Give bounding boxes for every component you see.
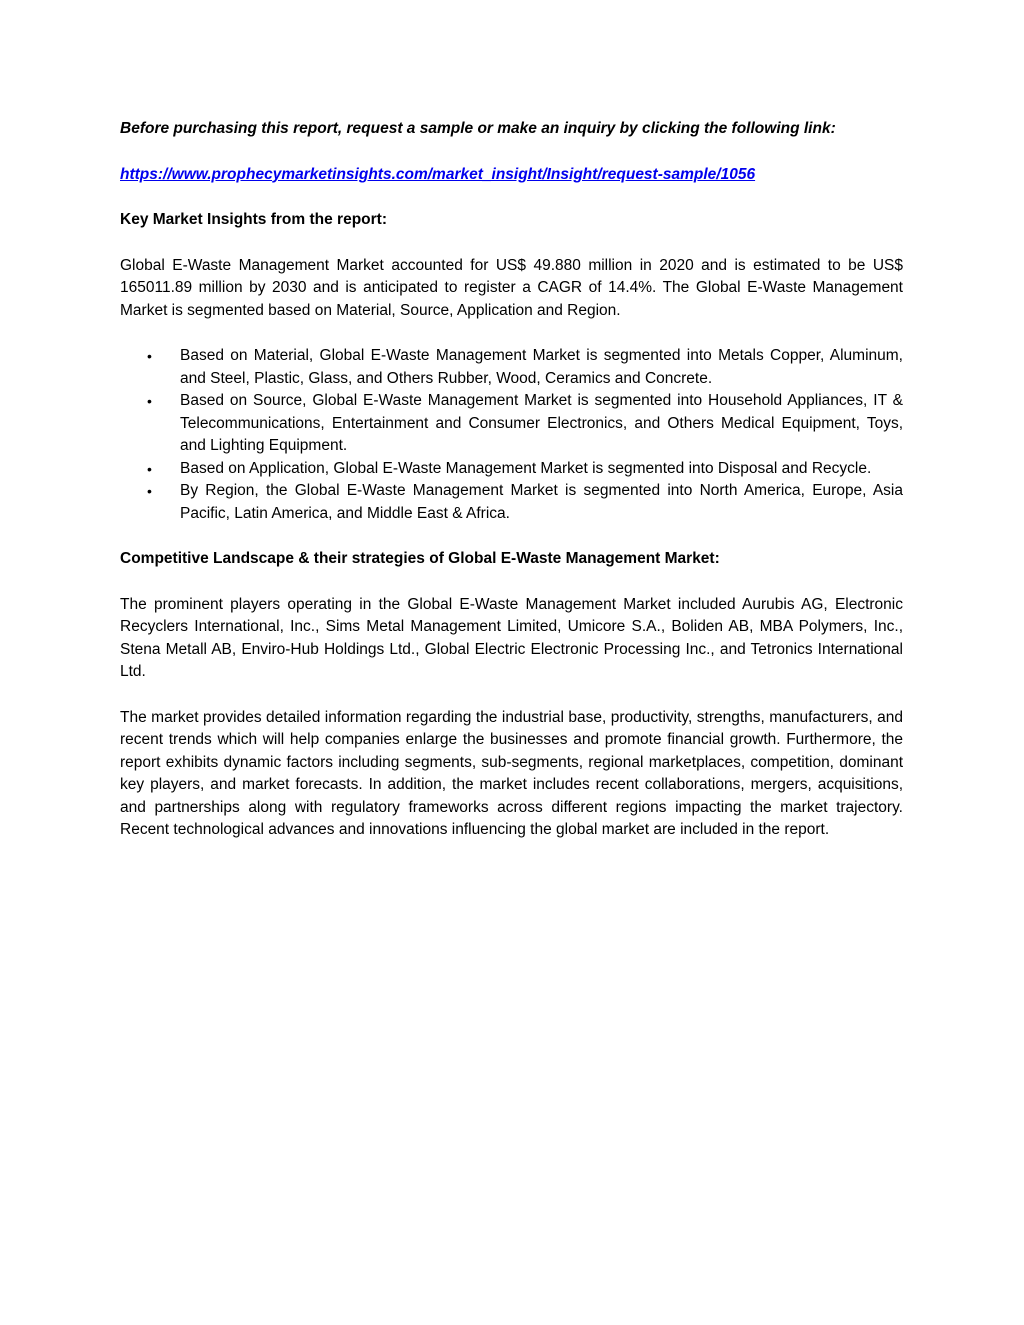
competitive-heading: Competitive Landscape & their strategies of Global E-Waste Management Market: [120, 550, 720, 567]
players-paragraph: The prominent players operating in the Global E-Waste Management Market included Aurubis AG, Electronic Recyclers International, Inc., Sims Metal Management Limited, Umicore S.A., Boliden AB, MBA Polymers, Inc., Stena Metall AB, Enviro-Hub Holdings Ltd., Global Electric Electronic Processing Inc., and Tetronics International Ltd. [120, 595, 903, 680]
list-item-text: Based on Source, Global E-Waste Management Market is segmented into Household Appliances, IT & Telecommunications, Entertainment and Consumer Electronics, and Others Medical Equipment, Toys, and Lighting Equipment. [180, 392, 903, 454]
list-item [120, 458, 903, 481]
list-item-text: Based on Application, Global E-Waste Management Market is segmented into Disposal and Recycle. [180, 459, 872, 477]
overview-paragraph: Global E-Waste Management Market accounted for US$ 49.880 million in 2020 and is estimated to be US$ 165011.89 million by 2030 and is anticipated to register a CAGR of 14.4%. The Global E-Waste Management Market is segmented based on Material, Source, Application and Region. [120, 256, 903, 319]
bullet-icon: • [147, 393, 152, 409]
segment-list [120, 345, 903, 525]
list-item [120, 345, 903, 390]
list-item-text: By Region, the Global E-Waste Management Market is segmented into North America, Europe, Asia Pacific, Latin America, and Middle East & Africa. [180, 482, 903, 522]
link-paragraph [120, 164, 903, 187]
bullet-icon: • [147, 348, 152, 364]
bullet-icon: • [147, 460, 152, 477]
document-page [120, 118, 903, 865]
intro-text: Before purchasing this report, request a sample or make an inquiry by clicking the following link: [120, 120, 836, 137]
bullet-icon: • [147, 483, 152, 499]
market-info-paragraph: The market provides detailed information regarding the industrial base, productivity, strengths, manufacturers, and recent trends which will help companies enlarge the businesses and promote financial growth. Furthermore, the report exhibits dynamic factors including segments, sub-segments, regional marketplaces, competition, dominant key players, and market forecasts. In addition, the market includes recent collaborations, mergers, acquisitions, and partnerships along with regulatory frameworks across different regions impacting the market trajectory. Recent technological advances and innovations influencing the global market are included in the report. [120, 708, 903, 838]
list-item-text: Based on Material, Global E-Waste Management Market is segmented into Metals Copper, Aluminum, and Steel, Plastic, Glass, and Others Rubber, Wood, Ceramics and Concrete. [180, 347, 903, 387]
request-sample-link[interactable]: https://www.prophecymarketinsights.com/market_insight/Insight/request-sample/1056 [120, 165, 756, 183]
list-item [120, 480, 903, 525]
list-item [120, 390, 903, 458]
key-insights-heading: Key Market Insights from the report: [120, 211, 387, 228]
